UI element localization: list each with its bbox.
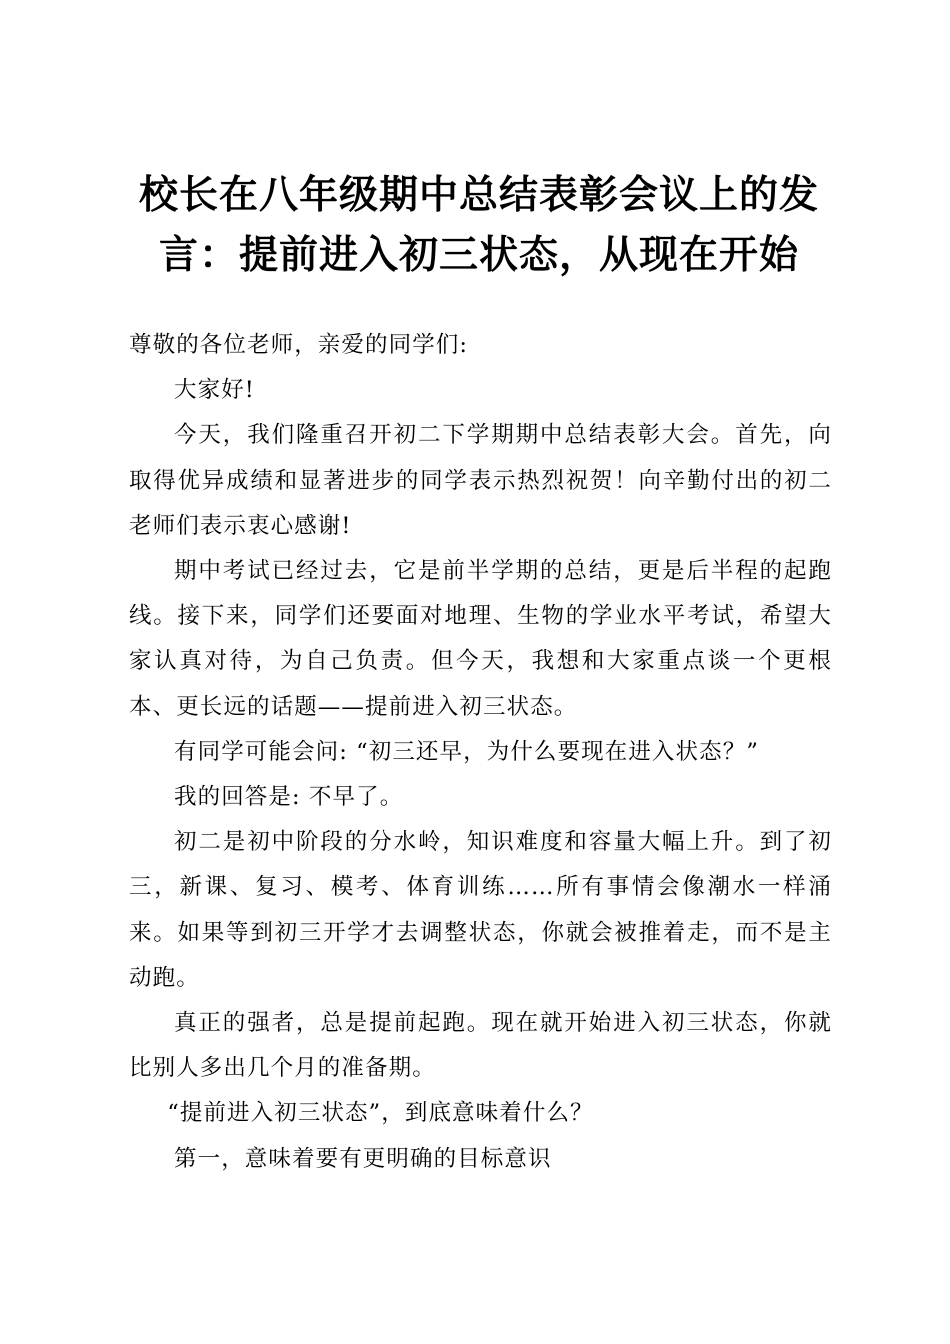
paragraph-exam-review: 期中考试已经过去，它是前半学期的总结，更是后半程的起跑线。接下来，同学们还要面对地理、生物的学业水平考试，希望大家认真对待，为自己负责。但今天，我想和大家重点谈一个更根本、更长远的话题——提前进入初三状态。 [129,558,832,720]
paragraph-meaning-question: “提前进入初三状态”，到底意味着什么？ [167,1100,594,1127]
paragraph-greeting: 大家好! [174,377,255,404]
paragraph-student-question: 有同学可能会问: “初三还早，为什么要现在进入状态？” [174,738,759,765]
paragraph-opening: 今天，我们隆重召开初二下学期期中总结表彰大会。首先，向取得优异成绩和显著进步的同学表示热烈祝贺！向辛勤付出的初二老师们表示衷心感谢! [129,422,832,539]
paragraph-answer: 我的回答是: 不早了。 [174,784,404,811]
paragraph-grade-two-watershed: 初二是初中阶段的分水岭，知识难度和容量大幅上升。到了初三，新课、复习、模考、体育训练……所有事情会像潮水一样涌来。如果等到初三开学才去调整状态，你就会被推着走，而不是主动跑。 [129,829,832,991]
document-title: 校长在八年级期中总结表彰会议上的发言：提前进入初三状态，从现在开始 [138,173,819,278]
document-body [129,323,832,1182]
paragraph-first-point: 第一，意味着要有更明确的目标意识 [174,1145,552,1172]
paragraph-early-start: 真正的强者，总是提前起跑。现在就开始进入初三状态，你就比别人多出几个月的准备期。 [129,1010,832,1082]
salutation: 尊敬的各位老师，亲爱的同学们: [129,332,469,358]
